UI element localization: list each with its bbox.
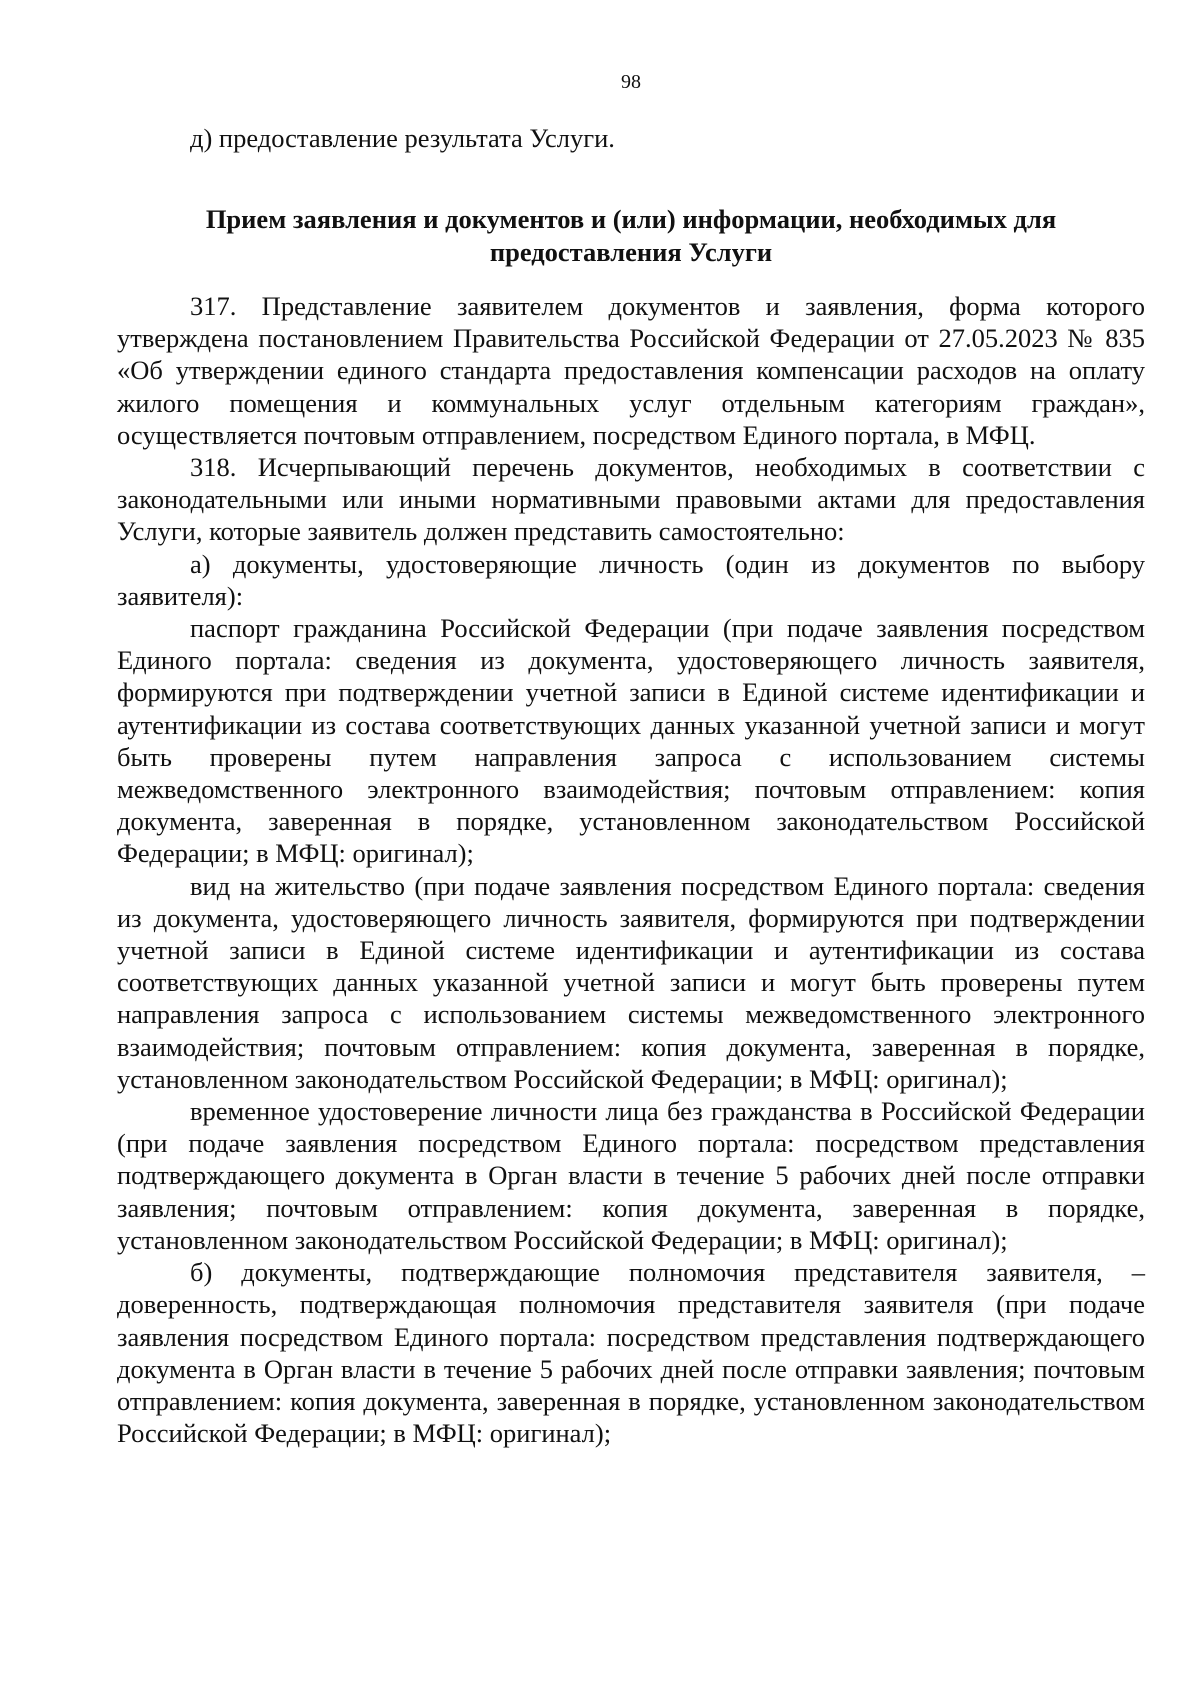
paragraph-passport: паспорт гражданина Российской Федерации (при подаче заявления посредством Единого портала: сведения из документа, удостоверяющего личность заявителя, формируются при подтверждении учетной записи в Единой системе идентификации и аутентификации из состава соответствующих данных указанной учетной записи и могут быть проверены путем направления запроса с использованием системы межведомственного электронного взаимодействия; почтовым отправлением: копия документа, заверенная в порядке, установленном законодательством Российской Федерации; в МФЦ: оригинал); — [117, 613, 1145, 869]
page-number: 98 — [621, 71, 641, 93]
paragraph-318-a: а) документы, удостоверяющие личность (один из документов по выбору заявителя): — [117, 548, 1145, 611]
paragraph-residence-permit: вид на жительство (при подаче заявления посредством Единого портала: сведения из документа, удостоверяющего личность заявителя, формируются при подтверждении учетной записи в Единой системе идентификации и аутентификации из состава соответствующих данных указанной учетной записи и могут быть проверены путем направления запроса с использованием системы межведомственного электронного взаимодействия; почтовым отправлением: копия документа, заверенная в порядке, установленном законодательством Российской Федерации; в МФЦ: оригинал); — [117, 870, 1145, 1094]
body-text — [117, 290, 1145, 1449]
paragraph-temporary-id: временное удостоверение личности лица без гражданства в Российской Федерации (при подаче заявления посредством Единого портала: посредством представления подтверждающего документа в Орган власти в течение 5 рабочих дней после отправки заявления; почтовым отправлением: копия документа, заверенная в порядке, установленном законодательством Российской Федерации; в МФЦ: оригинал); — [117, 1096, 1145, 1255]
intro-line: д) предоставление результата Услуги. — [190, 123, 615, 153]
paragraph-318-b: б) документы, подтверждающие полномочия представителя заявителя, – доверенность, подтверждающая полномочия представителя заявителя (при подаче заявления посредством Единого портала: посредством представления подтверждающего документа в Орган власти в течение 5 рабочих дней после отправки заявления; почтовым отправлением: копия документа, заверенная в порядке, установленном законодательством Российской Федерации; в МФЦ: оригинал); — [117, 1257, 1145, 1449]
paragraph-318: 318. Исчерпывающий перечень документов, необходимых в соответствии с законодательными или иными нормативными правовыми актами для предоставления Услуги, которые заявитель должен представить самостоятельно: — [117, 452, 1145, 547]
section-heading — [117, 203, 1145, 269]
section-heading-line-2: предоставления Услуги — [489, 237, 773, 267]
section-heading-line-1: Прием заявления и документов и (или) информации, необходимых для — [205, 204, 1057, 234]
paragraph-317: 317. Представление заявителем документов и заявления, форма которого утверждена постановлением Правительства Российской Федерации от 27.05.2023 № 835 «Об утверждении единого стандарта предоставления компенсации расходов на оплату жилого помещения и коммунальных услуг отдельным категориям граждан», осуществляется почтовым отправлением, посредством Единого портала, в МФЦ. — [117, 291, 1145, 450]
